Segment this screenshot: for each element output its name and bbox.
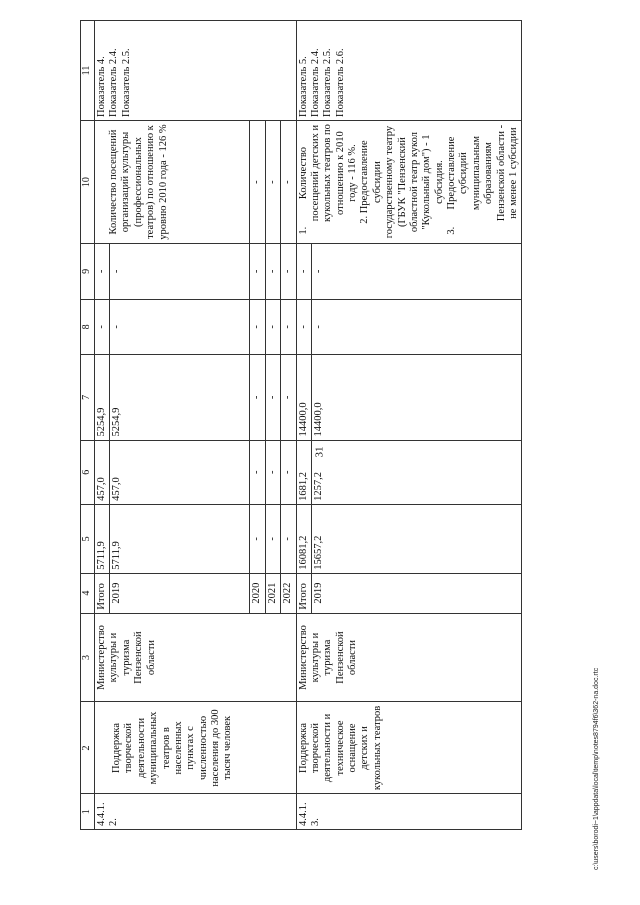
total-c7: 14400,0 <box>296 355 312 440</box>
header-cell: 5 <box>81 504 95 573</box>
list-item: 2. Предоставление субсидии государственному театру (ГБУК "Пензенский областной театр кукол "Кукольный дом") - 1 субсидия. <box>359 125 445 239</box>
value-c6: - <box>265 440 280 504</box>
year-cell: 2022 <box>281 573 296 613</box>
list-item: 1. Количество посещений детских и кукольных театров по отношению к 2010 году - 116 %. <box>298 124 360 224</box>
value-c9: - <box>250 244 265 299</box>
total-c6: 457,0 <box>95 440 110 504</box>
indicator-list <box>446 124 520 240</box>
activity-name: Поддержка творческой деятельности муниципальных театров в населенных пунктах с численностью населения до 300 тысяч человек <box>95 702 297 794</box>
value-c8: - <box>110 299 250 354</box>
value-c6: 1257,2 <box>312 440 522 504</box>
year-cell: 2021 <box>265 573 280 613</box>
value-c8: - <box>265 299 280 354</box>
total-c6: 1681,2 <box>296 440 312 504</box>
total-label: Итого <box>296 573 312 613</box>
footer-file-path: c:\users\borodi~1\appdata\local\temp\notes8794f6\362-na.doc.rtc <box>593 667 600 870</box>
links-cell: Показатель 4. Показатель 2.4. Показатель 2.5. <box>95 21 297 121</box>
indicator-text: Количество посещений организаций культуры (профессиональных театров) по отношению к уровню 2010 года - 126 % <box>108 124 169 240</box>
total-c7: 5254,9 <box>95 355 110 440</box>
value-c7: 14400,0 <box>312 355 522 440</box>
header-cell: 6 <box>81 440 95 504</box>
total-c8: - <box>296 299 312 354</box>
value-c10: - <box>250 120 265 243</box>
value-c9: - <box>312 244 522 299</box>
executor-cell: Министерство культуры и туризма Пензенской области <box>95 613 297 702</box>
value-c6: 457,0 <box>110 440 250 504</box>
value-c5: - <box>250 504 265 573</box>
header-cell: 4 <box>81 573 95 613</box>
table-row <box>296 21 312 830</box>
indicator-cell <box>95 120 250 243</box>
links-cell: Показатель 5. Показатель 2.4. Показатель 2.5. Показатель 2.6. <box>296 21 522 121</box>
value-c7: - <box>250 355 265 440</box>
header-cell: 2 <box>81 702 95 794</box>
year-cell: 2020 <box>250 573 265 613</box>
executor-cell: Министерство культуры и туризма Пензенской области <box>296 613 522 702</box>
value-c5: - <box>265 504 280 573</box>
table-row <box>95 21 110 830</box>
value-c10: - <box>281 120 296 243</box>
value-c6: - <box>281 440 296 504</box>
value-c5: 5711,9 <box>110 504 250 573</box>
value-c7: - <box>265 355 280 440</box>
year-cell: 2019 <box>312 573 522 613</box>
value-c9: - <box>281 244 296 299</box>
total-c5: 16081,2 <box>296 504 312 573</box>
header-row <box>81 21 95 830</box>
program-table <box>80 20 522 830</box>
rotated-table-container <box>80 20 585 830</box>
value-c8: - <box>312 299 522 354</box>
value-c5: 15657,2 <box>312 504 522 573</box>
indicator-cell <box>296 120 522 243</box>
total-c9: - <box>296 244 312 299</box>
header-cell: 11 <box>81 21 95 121</box>
value-c8: - <box>250 299 265 354</box>
value-c10: - <box>265 120 280 243</box>
header-cell: 10 <box>81 120 95 243</box>
header-cell: 9 <box>81 244 95 299</box>
total-c8: - <box>95 299 110 354</box>
indicator-list <box>298 124 360 240</box>
value-c9: - <box>265 244 280 299</box>
page-number: 31 <box>313 446 326 458</box>
list-item: 3. Предоставление субсидий муниципальным образованиям Пензенской области - не менее 1 субсидии <box>446 124 520 224</box>
value-c7: 5254,9 <box>110 355 250 440</box>
total-label: Итого <box>95 573 110 613</box>
year-cell: 2019 <box>110 573 250 613</box>
activity-name: Поддержка творческой деятельности и техническое оснащение детских и кукольных театров <box>296 702 522 794</box>
header-cell: 3 <box>81 613 95 702</box>
total-c5: 5711,9 <box>95 504 110 573</box>
code-cell: 4.4.1.2. <box>95 794 297 830</box>
code-cell: 4.4.1.3. <box>296 794 522 830</box>
value-c8: - <box>281 299 296 354</box>
value-c6: - <box>250 440 265 504</box>
value-c5: - <box>281 504 296 573</box>
header-cell: 7 <box>81 355 95 440</box>
header-cell: 1 <box>81 794 95 830</box>
total-c9: - <box>95 244 110 299</box>
value-c7: - <box>281 355 296 440</box>
value-c9: - <box>110 244 250 299</box>
header-cell: 8 <box>81 299 95 354</box>
